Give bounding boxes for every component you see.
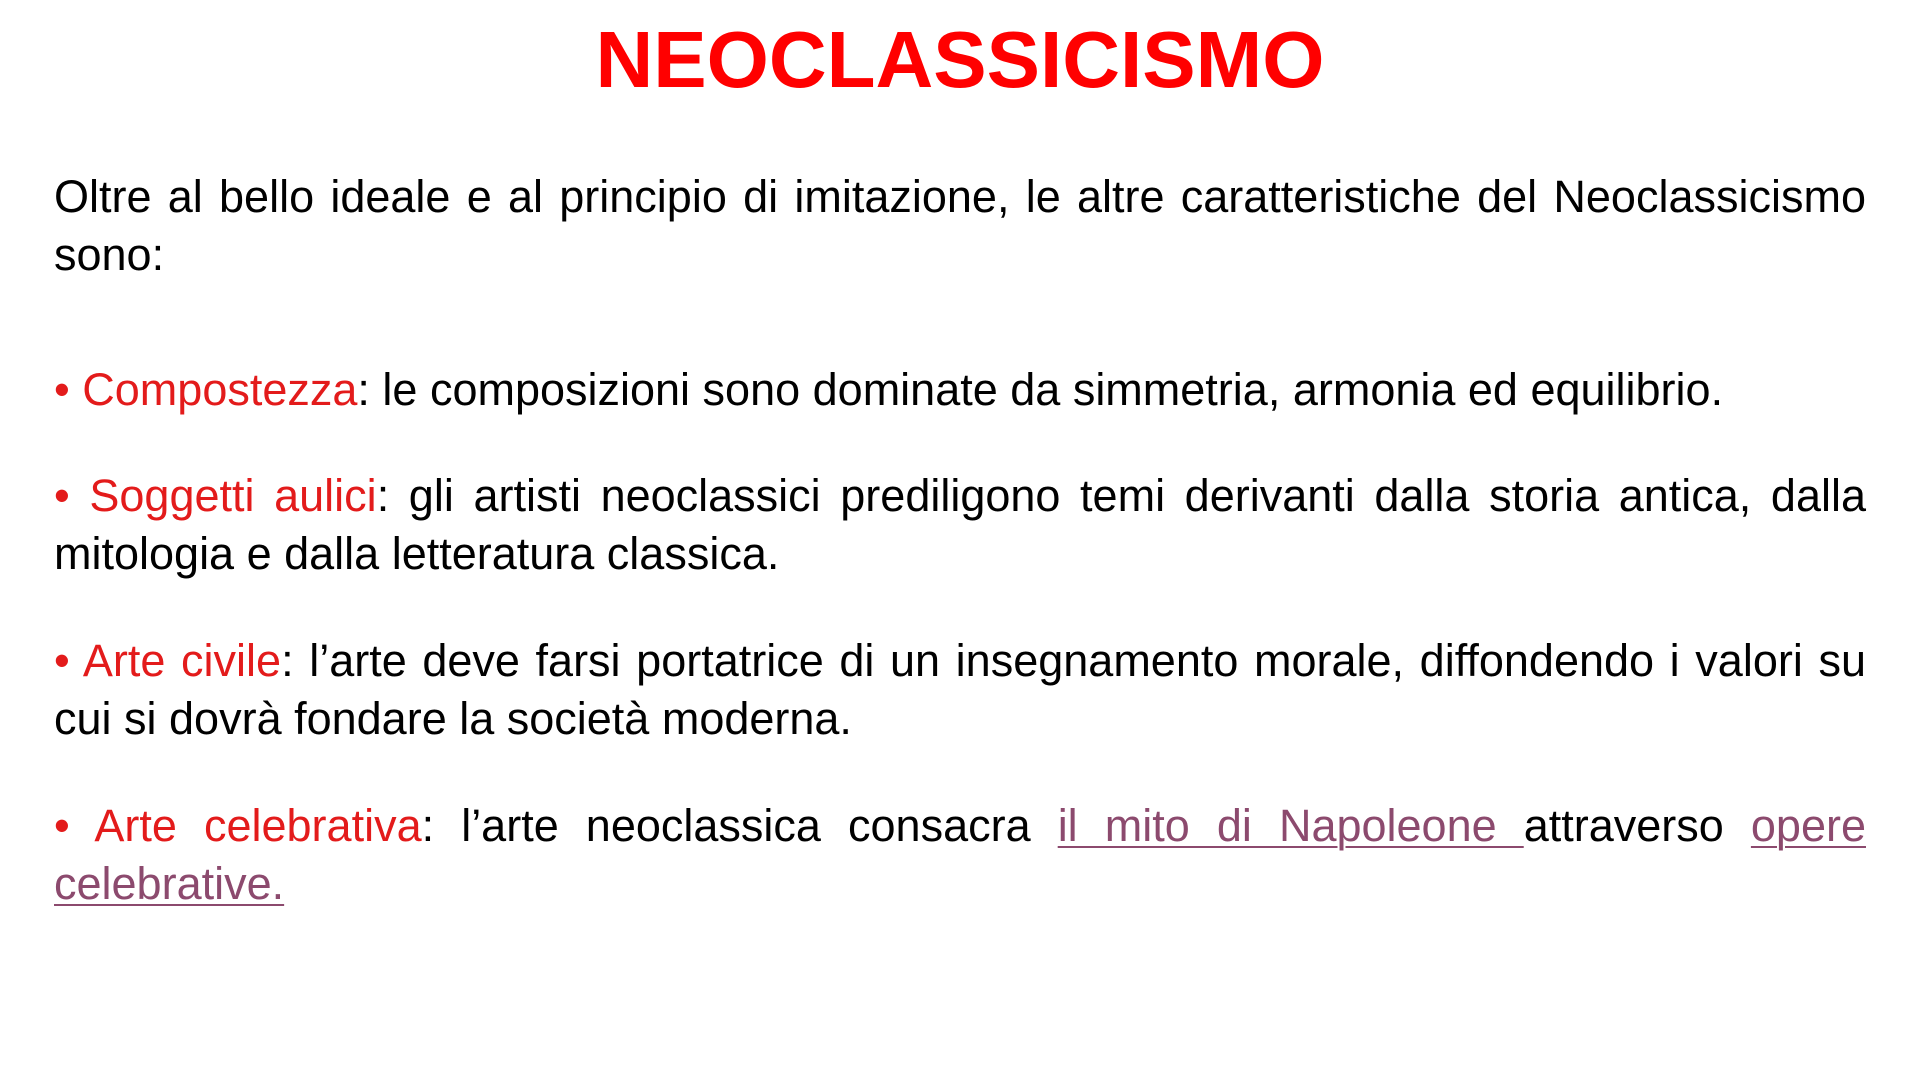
intro-text: Oltre al bello ideale e al principio di imitazione, le altre caratteristiche del Neoclassicismo sono: — [54, 171, 1866, 280]
bullet-icon: • — [54, 364, 70, 415]
list-item-arte-civile — [54, 632, 1866, 748]
bullet-icon: • — [54, 470, 70, 521]
bullet-icon: • — [54, 635, 70, 686]
item-description: : le composizioni sono dominate da simmetria, armonia ed equilibrio. — [357, 364, 1724, 415]
item-term: Soggetti aulici — [89, 470, 377, 521]
slide-title: NEOCLASSICISMO — [595, 15, 1325, 104]
item-description: : l’arte neoclassica consacra — [421, 800, 1058, 851]
list-item-soggetti-aulici — [54, 467, 1866, 583]
item-description: : l’arte deve farsi portatrice di un insegnamento morale, diffondendo i valori su cui si dovrà fondare la società moderna. — [54, 635, 1866, 744]
intro-paragraph — [54, 168, 1866, 284]
item-description: : gli artisti neoclassici prediligono temi derivanti dalla storia antica, dalla mitologia e dalla letteratura classica. — [54, 470, 1866, 579]
link-mito-di-napoleone[interactable]: il mito di Napoleone — [1057, 800, 1524, 851]
item-term: Arte civile — [82, 635, 282, 686]
item-description-middle: attraverso — [1523, 800, 1751, 851]
item-term: Arte celebrativa — [94, 800, 422, 851]
list-item-arte-celebrativa — [54, 797, 1866, 913]
list-item-compostezza — [54, 361, 1866, 419]
link-opere-celebrative[interactable]: opere celebrative. — [54, 800, 1866, 909]
item-term: Compostezza — [82, 364, 358, 415]
bullet-icon: • — [54, 800, 70, 851]
